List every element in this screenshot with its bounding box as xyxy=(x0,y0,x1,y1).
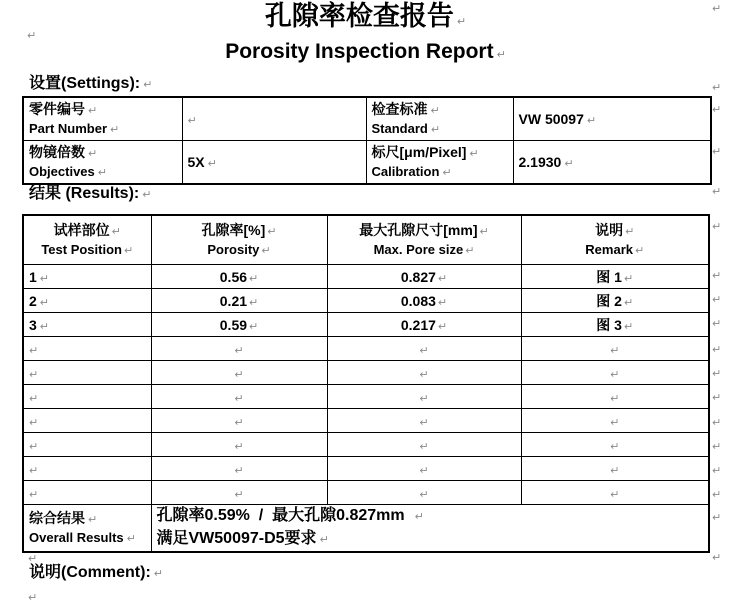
paragraph-mark: ↵ xyxy=(610,391,620,405)
paragraph-mark: ↵ xyxy=(187,114,197,127)
paragraph-mark: ↵ xyxy=(29,367,39,381)
paragraph-mark: ↵ xyxy=(419,439,429,453)
paragraph-mark: ↵ xyxy=(234,487,244,501)
paragraph-mark: ↵ xyxy=(610,463,620,477)
overall-results-label-en: Overall Results xyxy=(29,530,124,545)
paragraph-mark: ↵ xyxy=(430,123,441,136)
empty-position-cell[interactable] xyxy=(23,385,151,409)
result-1-position-cell[interactable] xyxy=(23,265,151,289)
empty-porosity-cell[interactable] xyxy=(151,361,327,385)
paragraph-mark: ↵ xyxy=(29,343,39,357)
paragraph-mark: ↵ xyxy=(207,157,217,170)
paragraph-mark: ↵ xyxy=(586,114,597,127)
objectives-value[interactable]: 5X xyxy=(187,154,205,170)
paragraph-mark: ↵ xyxy=(712,220,722,233)
overall-results-value-cell[interactable] xyxy=(151,505,709,553)
result-2-position: 2 xyxy=(29,292,37,309)
objectives-value-cell[interactable] xyxy=(182,141,366,185)
results-header-row xyxy=(23,215,709,265)
empty-result-row xyxy=(23,337,709,361)
header-test-position-en: Test Position xyxy=(41,242,122,257)
paragraph-mark: ↵ xyxy=(610,367,620,381)
paragraph-mark: ↵ xyxy=(419,463,429,477)
paragraph-mark: ↵ xyxy=(623,319,634,333)
empty-position-cell[interactable] xyxy=(23,433,151,457)
paragraph-mark: ↵ xyxy=(249,319,259,333)
paragraph-mark: ↵ xyxy=(414,510,424,523)
paragraph-mark: ↵ xyxy=(712,416,722,429)
paragraph-mark: ↵ xyxy=(110,123,120,136)
standard-value[interactable]: VW 50097 xyxy=(518,111,584,127)
result-row-3 xyxy=(23,313,709,337)
paragraph-mark: ↵ xyxy=(419,487,429,501)
report-title-english xyxy=(22,39,709,67)
settings-heading xyxy=(29,74,152,95)
empty-position-cell[interactable] xyxy=(23,337,151,361)
header-porosity-en: Porosity xyxy=(207,242,260,257)
header-pore-size-cell xyxy=(327,215,521,265)
standard-label-cell xyxy=(366,97,513,141)
paragraph-mark: ↵ xyxy=(479,225,489,238)
empty-remark-cell[interactable] xyxy=(521,361,709,385)
report-title-chinese-text: 孔隙率检查报告 xyxy=(264,1,454,31)
result-2-pore-size-cell[interactable] xyxy=(327,289,521,313)
empty-porosity-cell[interactable] xyxy=(151,409,327,433)
empty-porosity-cell[interactable] xyxy=(151,337,327,361)
empty-result-row xyxy=(23,361,709,385)
paragraph-mark: ↵ xyxy=(143,78,153,91)
empty-pore-size-cell[interactable] xyxy=(327,361,521,385)
empty-result-row xyxy=(23,457,709,481)
empty-result-row xyxy=(23,409,709,433)
paragraph-mark: ↵ xyxy=(88,513,98,526)
overall-results-label-cell xyxy=(23,505,151,553)
settings-heading-text: 设置(Settings): xyxy=(29,75,141,92)
overall-results-line2-text: 满足VW50097-D5要求 xyxy=(156,530,317,547)
paragraph-mark: ↵ xyxy=(469,147,479,160)
result-1-porosity-cell[interactable] xyxy=(151,265,327,289)
overall-results-label-zh: 综合结果 xyxy=(29,510,85,526)
paragraph-mark: ↵ xyxy=(28,591,38,600)
paragraph-mark: ↵ xyxy=(430,104,440,117)
paragraph-mark: ↵ xyxy=(234,391,244,405)
result-1-remark: 图 1 xyxy=(596,268,622,285)
paragraph-mark: ↵ xyxy=(712,145,722,158)
paragraph-mark: ↵ xyxy=(97,166,107,179)
empty-porosity-cell[interactable] xyxy=(151,433,327,457)
paragraph-mark: ↵ xyxy=(610,487,620,501)
part-number-label-zh: 零件编号 xyxy=(29,101,85,117)
empty-pore-size-cell[interactable] xyxy=(327,337,521,361)
paragraph-mark: ↵ xyxy=(712,440,722,453)
empty-remark-cell[interactable] xyxy=(521,409,709,433)
paragraph-mark: ↵ xyxy=(29,439,39,453)
header-remark-cell xyxy=(521,215,709,265)
results-heading-text: 结果 (Results): xyxy=(29,185,140,202)
paragraph-mark: ↵ xyxy=(419,343,429,357)
result-1-pore-size: 0.827 xyxy=(400,268,436,285)
empty-remark-cell[interactable] xyxy=(521,457,709,481)
calibration-label-en: Calibration xyxy=(371,164,440,179)
paragraph-mark: ↵ xyxy=(712,367,722,380)
paragraph-mark: ↵ xyxy=(634,244,645,257)
header-pore-size-en: Max. Pore size xyxy=(373,242,464,257)
report-title-english-text: Porosity Inspection Report xyxy=(225,40,494,63)
result-2-remark-cell[interactable] xyxy=(521,289,709,313)
paragraph-mark: ↵ xyxy=(234,463,244,477)
paragraph-mark: ↵ xyxy=(319,533,329,546)
result-3-remark: 图 3 xyxy=(596,316,622,333)
paragraph-mark: ↵ xyxy=(39,295,50,309)
paragraph-mark: ↵ xyxy=(712,185,722,198)
paragraph-mark: ↵ xyxy=(111,225,121,238)
header-porosity-cell xyxy=(151,215,327,265)
paragraph-mark: ↵ xyxy=(88,104,98,117)
empty-pore-size-cell[interactable] xyxy=(327,433,521,457)
result-1-pore-size-cell[interactable] xyxy=(327,265,521,289)
paragraph-mark: ↵ xyxy=(419,391,429,405)
paragraph-mark: ↵ xyxy=(419,367,429,381)
empty-remark-cell[interactable] xyxy=(521,337,709,361)
empty-position-cell[interactable] xyxy=(23,481,151,505)
results-heading xyxy=(29,184,151,205)
report-title-chinese xyxy=(22,0,709,38)
part-number-label-cell xyxy=(23,97,182,141)
result-1-remark-cell[interactable] xyxy=(521,265,709,289)
paragraph-mark: ↵ xyxy=(712,391,722,404)
paragraph-mark: ↵ xyxy=(712,488,722,501)
overall-results-line1 xyxy=(157,505,704,528)
paragraph-mark: ↵ xyxy=(234,367,244,381)
part-number-label-en: Part Number xyxy=(29,121,108,136)
result-2-position-cell[interactable] xyxy=(23,289,151,313)
paragraph-mark: ↵ xyxy=(712,269,722,282)
result-1-porosity: 0.56 xyxy=(219,268,248,285)
empty-position-cell[interactable] xyxy=(23,361,151,385)
result-3-position-cell[interactable] xyxy=(23,313,151,337)
overall-results-row xyxy=(23,505,709,553)
paragraph-mark: ↵ xyxy=(712,343,722,356)
paragraph-mark: ↵ xyxy=(456,15,467,28)
calibration-value-cell[interactable] xyxy=(513,141,711,185)
results-table xyxy=(22,214,710,553)
result-2-pore-size: 0.083 xyxy=(400,292,436,309)
empty-porosity-cell[interactable] xyxy=(151,481,327,505)
standard-label-en: Standard xyxy=(371,121,428,136)
paragraph-mark: ↵ xyxy=(610,343,620,357)
calibration-value[interactable]: 2.1930 xyxy=(518,154,562,170)
header-test-position-cell xyxy=(23,215,151,265)
paragraph-mark: ↵ xyxy=(610,439,620,453)
paragraph-mark: ↵ xyxy=(564,157,574,170)
standard-label-zh: 检查标准 xyxy=(371,101,428,117)
paragraph-mark: ↵ xyxy=(437,271,448,285)
empty-result-row xyxy=(23,481,709,505)
paragraph-mark: ↵ xyxy=(419,415,429,429)
paragraph-mark: ↵ xyxy=(712,317,722,330)
paragraph-mark: ↵ xyxy=(496,48,506,61)
settings-row-part-number xyxy=(23,97,711,141)
settings-row-objectives xyxy=(23,141,711,185)
paragraph-mark: ↵ xyxy=(29,463,39,477)
paragraph-mark: ↵ xyxy=(712,551,722,564)
result-3-porosity: 0.59 xyxy=(219,316,248,333)
paragraph-mark: ↵ xyxy=(712,293,722,306)
paragraph-mark: ↵ xyxy=(712,103,722,116)
empty-remark-cell[interactable] xyxy=(521,433,709,457)
overall-results-line1-text: 孔隙率0.59% / 最大孔隙0.827mm xyxy=(156,507,405,524)
paragraph-mark: ↵ xyxy=(234,439,244,453)
result-3-pore-size-cell[interactable] xyxy=(327,313,521,337)
objectives-label-en: Objectives xyxy=(29,164,95,179)
result-row-1 xyxy=(23,265,709,289)
empty-remark-cell[interactable] xyxy=(521,385,709,409)
paragraph-mark: ↵ xyxy=(712,81,722,94)
paragraph-mark: ↵ xyxy=(29,487,39,501)
empty-porosity-cell[interactable] xyxy=(151,385,327,409)
calibration-label-zh: 标尺[μm/Pixel] xyxy=(371,144,467,160)
header-remark-zh: 说明 xyxy=(595,222,624,238)
paragraph-mark: ↵ xyxy=(712,2,722,15)
header-porosity-zh: 孔隙率[%] xyxy=(201,222,266,238)
paragraph-mark: ↵ xyxy=(712,464,722,477)
paragraph-mark: ↵ xyxy=(28,552,38,565)
result-3-pore-size: 0.217 xyxy=(400,316,436,333)
paragraph-mark: ↵ xyxy=(126,532,136,545)
paragraph-mark: ↵ xyxy=(39,271,50,285)
part-number-value-cell[interactable] xyxy=(182,97,366,141)
result-row-2 xyxy=(23,289,709,313)
result-2-porosity-cell[interactable] xyxy=(151,289,327,313)
paragraph-mark: ↵ xyxy=(27,29,37,42)
paragraph-mark: ↵ xyxy=(465,244,475,257)
paragraph-mark: ↵ xyxy=(29,415,39,429)
empty-position-cell[interactable] xyxy=(23,457,151,481)
comment-heading xyxy=(29,563,163,584)
empty-pore-size-cell[interactable] xyxy=(327,385,521,409)
overall-results-line2 xyxy=(157,528,704,551)
header-test-position-zh: 试样部位 xyxy=(53,222,110,238)
paragraph-mark: ↵ xyxy=(623,295,634,309)
title-block xyxy=(22,0,709,67)
paragraph-mark: ↵ xyxy=(39,319,50,333)
header-pore-size-zh: 最大孔隙尺寸[mm] xyxy=(359,222,478,238)
empty-pore-size-cell[interactable] xyxy=(327,409,521,433)
empty-porosity-cell[interactable] xyxy=(151,457,327,481)
result-3-position: 3 xyxy=(29,316,37,333)
empty-position-cell[interactable] xyxy=(23,409,151,433)
paragraph-mark: ↵ xyxy=(249,271,259,285)
settings-table xyxy=(22,96,712,185)
objectives-label-zh: 物镜倍数 xyxy=(29,144,85,160)
empty-pore-size-cell[interactable] xyxy=(327,481,521,505)
paragraph-mark: ↵ xyxy=(437,295,448,309)
comment-heading-text: 说明(Comment): xyxy=(29,564,151,581)
paragraph-mark: ↵ xyxy=(267,225,277,238)
paragraph-mark: ↵ xyxy=(625,225,635,238)
paragraph-mark: ↵ xyxy=(234,343,244,357)
empty-pore-size-cell[interactable] xyxy=(327,457,521,481)
paragraph-mark: ↵ xyxy=(153,567,163,580)
paragraph-mark: ↵ xyxy=(712,511,722,524)
paragraph-mark: ↵ xyxy=(610,415,620,429)
standard-value-cell[interactable] xyxy=(513,97,711,141)
result-2-remark: 图 2 xyxy=(596,292,622,309)
result-1-position: 1 xyxy=(29,268,37,285)
objectives-label-cell xyxy=(23,141,182,185)
paragraph-mark: ↵ xyxy=(123,244,134,257)
header-remark-en: Remark xyxy=(585,242,633,257)
result-3-remark-cell[interactable] xyxy=(521,313,709,337)
paragraph-mark: ↵ xyxy=(623,271,634,285)
paragraph-mark: ↵ xyxy=(442,166,452,179)
empty-result-row xyxy=(23,433,709,457)
paragraph-mark: ↵ xyxy=(249,295,259,309)
paragraph-mark: ↵ xyxy=(234,415,244,429)
paragraph-mark: ↵ xyxy=(29,391,39,405)
result-3-porosity-cell[interactable] xyxy=(151,313,327,337)
paragraph-mark: ↵ xyxy=(437,319,448,333)
result-2-porosity: 0.21 xyxy=(219,292,248,309)
paragraph-mark: ↵ xyxy=(142,188,152,201)
paragraph-mark: ↵ xyxy=(88,147,98,160)
empty-result-row xyxy=(23,385,709,409)
calibration-label-cell xyxy=(366,141,513,185)
empty-remark-cell[interactable] xyxy=(521,481,709,505)
paragraph-mark: ↵ xyxy=(261,244,271,257)
